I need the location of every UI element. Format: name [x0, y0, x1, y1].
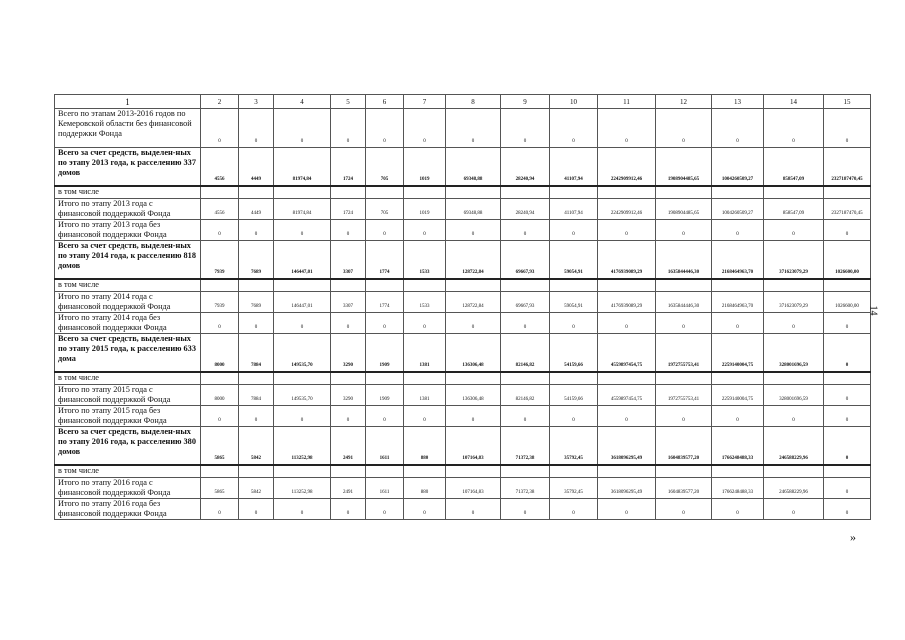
- table-cell: 28240,94: [501, 199, 550, 220]
- table-cell: 41107,94: [550, 199, 598, 220]
- table-cell: 0: [404, 220, 446, 241]
- table-cell: [366, 372, 404, 385]
- table-cell: 0: [764, 499, 824, 520]
- table-cell: 8000: [201, 385, 239, 406]
- table-cell: 59054,91: [550, 292, 598, 313]
- table-cell: [501, 465, 550, 478]
- table-cell: 35792,45: [550, 478, 598, 499]
- total-row: [55, 148, 871, 186]
- table-cell: 0: [274, 499, 331, 520]
- table-cell: 1972755753,41: [656, 334, 712, 372]
- table-cell: [446, 186, 501, 199]
- table-cell: 0: [598, 109, 656, 148]
- column-header: 6: [366, 95, 404, 109]
- table-cell: 0: [550, 499, 598, 520]
- table-cell: 0: [201, 406, 239, 427]
- row-label: в том числе: [55, 465, 201, 478]
- table-cell: 0: [404, 313, 446, 334]
- table-cell: [598, 279, 656, 292]
- table-cell: [274, 372, 331, 385]
- table-cell: [239, 279, 274, 292]
- table-cell: 1533: [404, 241, 446, 279]
- table-cell: [274, 465, 331, 478]
- table-cell: 2327187470,45: [824, 199, 871, 220]
- table-cell: 4176939089,29: [598, 292, 656, 313]
- table-cell: [239, 465, 274, 478]
- table-cell: 0: [274, 220, 331, 241]
- column-header: 1: [55, 95, 201, 109]
- table-cell: 0: [446, 406, 501, 427]
- total-row: [55, 427, 871, 465]
- table-cell: [656, 465, 712, 478]
- table-cell: 2491: [331, 427, 366, 465]
- table-cell: [331, 186, 366, 199]
- table-cell: 246588229,96: [764, 478, 824, 499]
- table-cell: 128722,84: [446, 292, 501, 313]
- table-cell: 7689: [239, 292, 274, 313]
- table-cell: [824, 372, 871, 385]
- table-cell: [404, 279, 446, 292]
- table-cell: [501, 372, 550, 385]
- table-cell: 0: [550, 220, 598, 241]
- table-cell: 71372,38: [501, 427, 550, 465]
- table-cell: [550, 186, 598, 199]
- table-cell: 81974,84: [274, 199, 331, 220]
- table-cell: 858547,09: [764, 199, 824, 220]
- table-cell: [274, 186, 331, 199]
- table-cell: 149535,70: [274, 385, 331, 406]
- row-label: Итого по этапу 2016 года без финансовой поддержки Фонда: [55, 499, 201, 520]
- table-cell: 0: [501, 220, 550, 241]
- table-cell: [366, 465, 404, 478]
- column-header: 4: [274, 95, 331, 109]
- table-cell: [824, 186, 871, 199]
- table-cell: 0: [239, 109, 274, 148]
- table-cell: [239, 372, 274, 385]
- table-cell: 4556: [201, 148, 239, 186]
- table-cell: [598, 186, 656, 199]
- table-cell: 0: [501, 499, 550, 520]
- table-cell: [550, 465, 598, 478]
- table-cell: 0: [824, 385, 871, 406]
- column-header: 12: [656, 95, 712, 109]
- total-row: [55, 334, 871, 372]
- table-cell: 0: [598, 499, 656, 520]
- table-cell: 1972755753,41: [656, 385, 712, 406]
- table-cell: 2168464963,70: [712, 241, 764, 279]
- table-cell: 8000: [201, 334, 239, 372]
- table-cell: 1019: [404, 199, 446, 220]
- table-row: [55, 279, 871, 292]
- table-cell: 858547,09: [764, 148, 824, 186]
- table-cell: 35792,45: [550, 427, 598, 465]
- table-cell: 0: [331, 109, 366, 148]
- table-cell: 0: [366, 109, 404, 148]
- row-label: Всего за счет средств, выделен-ных по этапу 2013 года, к расселению 337 домов: [55, 148, 201, 186]
- table-cell: 0: [598, 313, 656, 334]
- column-header: 11: [598, 95, 656, 109]
- table-cell: 0: [446, 109, 501, 148]
- table-cell: 1635844446,30: [656, 241, 712, 279]
- row-label: в том числе: [55, 279, 201, 292]
- table-cell: 0: [201, 313, 239, 334]
- table-cell: 7939: [201, 292, 239, 313]
- closing-quote: »: [850, 530, 856, 544]
- table-cell: 1724: [331, 148, 366, 186]
- table-cell: 0: [712, 109, 764, 148]
- table-cell: [656, 186, 712, 199]
- table-cell: 0: [239, 313, 274, 334]
- table-row: [55, 199, 871, 220]
- table-cell: 0: [366, 220, 404, 241]
- table-cell: 1381: [404, 385, 446, 406]
- table-cell: 0: [404, 109, 446, 148]
- column-header: 5: [331, 95, 366, 109]
- table-cell: 1908904485,65: [656, 199, 712, 220]
- table-cell: [824, 279, 871, 292]
- table-cell: [201, 372, 239, 385]
- table-cell: 0: [404, 406, 446, 427]
- table-cell: 0: [824, 499, 871, 520]
- table-cell: 0: [712, 406, 764, 427]
- table-cell: 0: [274, 406, 331, 427]
- table-row: [55, 186, 871, 199]
- table-cell: [404, 186, 446, 199]
- table-cell: 0: [501, 109, 550, 148]
- table-cell: 1611: [366, 478, 404, 499]
- table-cell: [331, 372, 366, 385]
- row-label: Всего за счет средств, выделен-ных по этапу 2015 года, к расселению 633 дома: [55, 334, 201, 372]
- table-cell: 0: [656, 499, 712, 520]
- table-cell: 1774: [366, 292, 404, 313]
- table-cell: 3290: [331, 385, 366, 406]
- table-cell: 0: [274, 109, 331, 148]
- table-cell: 4559897454,75: [598, 385, 656, 406]
- table-cell: 81974,84: [274, 148, 331, 186]
- table-cell: 82146,82: [501, 385, 550, 406]
- column-header: 14: [764, 95, 824, 109]
- table-cell: 1635844446,30: [656, 292, 712, 313]
- table-row: [55, 109, 871, 148]
- table-cell: [501, 186, 550, 199]
- table-cell: 2327187470,45: [824, 148, 871, 186]
- row-label: Итого по этапу 2016 года с финансовой поддержкой Фонда: [55, 478, 201, 499]
- row-label: в том числе: [55, 372, 201, 385]
- table-cell: 4559897454,75: [598, 334, 656, 372]
- column-header: 15: [824, 95, 871, 109]
- table-cell: [239, 186, 274, 199]
- table-cell: 7939: [201, 241, 239, 279]
- table-cell: 0: [764, 406, 824, 427]
- table-cell: 246588229,96: [764, 427, 824, 465]
- column-header: 9: [501, 95, 550, 109]
- table-cell: 328001696,59: [764, 334, 824, 372]
- row-label: Итого по этапу 2013 года с финансовой поддержкой Фонда: [55, 199, 201, 220]
- row-label: Всего за счет средств, выделен-ных по этапу 2016 года, к расселению 380 домов: [55, 427, 201, 465]
- table-cell: 107164,83: [446, 427, 501, 465]
- table-cell: 69348,88: [446, 199, 501, 220]
- table-cell: 3307: [331, 292, 366, 313]
- table-cell: [331, 279, 366, 292]
- table-cell: [712, 372, 764, 385]
- table-cell: 59054,91: [550, 241, 598, 279]
- table-cell: 328001696,59: [764, 385, 824, 406]
- table-cell: 4449: [239, 199, 274, 220]
- table-cell: 0: [446, 313, 501, 334]
- table-cell: [201, 465, 239, 478]
- column-header: 3: [239, 95, 274, 109]
- table-cell: 0: [824, 478, 871, 499]
- table-cell: 0: [501, 313, 550, 334]
- table-cell: [764, 279, 824, 292]
- table-cell: [404, 465, 446, 478]
- row-label: Итого по этапу 2013 года без финансовой поддержки Фонда: [55, 220, 201, 241]
- table-cell: [712, 465, 764, 478]
- table-cell: 0: [598, 406, 656, 427]
- table-cell: 1004260509,27: [712, 148, 764, 186]
- table-cell: 3307: [331, 241, 366, 279]
- table-cell: 1909: [366, 385, 404, 406]
- table-cell: 1774: [366, 241, 404, 279]
- table-row: [55, 220, 871, 241]
- table-row: [55, 465, 871, 478]
- table-cell: [331, 465, 366, 478]
- table-cell: 1381: [404, 334, 446, 372]
- total-row: [55, 241, 871, 279]
- table-cell: 113252,98: [274, 478, 331, 499]
- column-header: 10: [550, 95, 598, 109]
- table-cell: 880: [404, 427, 446, 465]
- table-cell: 0: [331, 220, 366, 241]
- table-cell: 0: [274, 313, 331, 334]
- table-cell: [824, 465, 871, 478]
- table-cell: 3290: [331, 334, 366, 372]
- row-label: в том числе: [55, 186, 201, 199]
- table-cell: 0: [404, 499, 446, 520]
- table-cell: 54159,66: [550, 334, 598, 372]
- row-label: Итого по этапу 2015 года без финансовой поддержки Фонда: [55, 406, 201, 427]
- table-cell: 0: [239, 406, 274, 427]
- table-cell: 5865: [201, 478, 239, 499]
- table-cell: 0: [201, 109, 239, 148]
- table-cell: 371623079,29: [764, 292, 824, 313]
- table-cell: [598, 372, 656, 385]
- table-cell: 0: [366, 313, 404, 334]
- table-cell: 1004260509,27: [712, 199, 764, 220]
- table-cell: 0: [331, 406, 366, 427]
- table-cell: 0: [764, 220, 824, 241]
- table-cell: 5842: [239, 478, 274, 499]
- table-cell: 1604839577,20: [656, 427, 712, 465]
- table-cell: 2259140004,75: [712, 385, 764, 406]
- table-cell: 54159,66: [550, 385, 598, 406]
- table-cell: [656, 279, 712, 292]
- table-cell: 4556: [201, 199, 239, 220]
- table-cell: 705: [366, 199, 404, 220]
- column-header: 13: [712, 95, 764, 109]
- table-cell: 0: [201, 220, 239, 241]
- table-cell: 0: [764, 313, 824, 334]
- table-cell: 69667,93: [501, 292, 550, 313]
- table-cell: 0: [201, 499, 239, 520]
- table-cell: 7884: [239, 385, 274, 406]
- column-header: 8: [446, 95, 501, 109]
- table-cell: 3618096295,49: [598, 427, 656, 465]
- table-cell: [764, 372, 824, 385]
- table-cell: [446, 279, 501, 292]
- row-label: Итого по этапу 2015 года с финансовой поддержкой Фонда: [55, 385, 201, 406]
- table-cell: 0: [550, 109, 598, 148]
- table-cell: 1766248488,33: [712, 427, 764, 465]
- table-cell: [764, 186, 824, 199]
- table-cell: 128722,84: [446, 241, 501, 279]
- table-cell: 0: [656, 313, 712, 334]
- table-cell: 0: [446, 499, 501, 520]
- table-cell: [446, 372, 501, 385]
- table-cell: 1766248488,33: [712, 478, 764, 499]
- table-cell: 69667,93: [501, 241, 550, 279]
- table-cell: [550, 372, 598, 385]
- table-cell: [656, 372, 712, 385]
- table-cell: [404, 372, 446, 385]
- table-cell: 1909: [366, 334, 404, 372]
- table-cell: 705: [366, 148, 404, 186]
- table-cell: 2259140004,75: [712, 334, 764, 372]
- table-cell: 0: [501, 406, 550, 427]
- data-table: [54, 94, 871, 520]
- header-row: [55, 95, 871, 109]
- table-cell: 0: [239, 220, 274, 241]
- table-cell: 0: [656, 406, 712, 427]
- table-cell: 7689: [239, 241, 274, 279]
- row-label: Всего по этапам 2013-2016 годов по Кемеровской области без финансовой поддержки Фонда: [55, 109, 201, 148]
- table-cell: [201, 279, 239, 292]
- table-row: [55, 372, 871, 385]
- table-cell: 1026600,00: [824, 292, 871, 313]
- table-row: [55, 499, 871, 520]
- row-label: Всего за счет средств, выделен-ных по этапу 2014 года, к расселению 818 домов: [55, 241, 201, 279]
- table-cell: 0: [550, 313, 598, 334]
- table-cell: 0: [446, 220, 501, 241]
- table-cell: [598, 465, 656, 478]
- table-cell: 0: [598, 220, 656, 241]
- table-cell: 0: [824, 220, 871, 241]
- table-cell: 0: [712, 499, 764, 520]
- table-cell: [550, 279, 598, 292]
- table-cell: [274, 279, 331, 292]
- table-cell: 149535,70: [274, 334, 331, 372]
- table-cell: [366, 279, 404, 292]
- table-cell: 1604839577,20: [656, 478, 712, 499]
- table-cell: 2168464963,70: [712, 292, 764, 313]
- table-cell: 0: [366, 406, 404, 427]
- table-cell: 1533: [404, 292, 446, 313]
- table-cell: [366, 186, 404, 199]
- table-cell: 4176939089,29: [598, 241, 656, 279]
- table-cell: 0: [239, 499, 274, 520]
- table-cell: 3618096295,49: [598, 478, 656, 499]
- table-cell: 146447,01: [274, 292, 331, 313]
- column-header: 2: [201, 95, 239, 109]
- table-cell: 0: [824, 334, 871, 372]
- table-cell: 0: [712, 220, 764, 241]
- table-cell: 7884: [239, 334, 274, 372]
- table-cell: 1908904485,65: [656, 148, 712, 186]
- row-label: Итого по этапу 2014 года с финансовой поддержкой Фонда: [55, 292, 201, 313]
- table-cell: 0: [824, 109, 871, 148]
- table-cell: 0: [764, 109, 824, 148]
- table-cell: [712, 279, 764, 292]
- column-header: 7: [404, 95, 446, 109]
- table-cell: 5865: [201, 427, 239, 465]
- table-cell: 0: [824, 427, 871, 465]
- table-cell: 1026600,00: [824, 241, 871, 279]
- table-cell: 136306,48: [446, 334, 501, 372]
- table-cell: 0: [550, 406, 598, 427]
- table-cell: [501, 279, 550, 292]
- table-cell: 0: [824, 406, 871, 427]
- table-cell: 2242909912,46: [598, 148, 656, 186]
- page-number: 14: [867, 305, 879, 316]
- table-row: [55, 406, 871, 427]
- table-cell: 113252,98: [274, 427, 331, 465]
- table-cell: 371623079,29: [764, 241, 824, 279]
- table-cell: 2242909912,46: [598, 199, 656, 220]
- table-cell: [712, 186, 764, 199]
- table-cell: 0: [331, 313, 366, 334]
- table-cell: 0: [824, 313, 871, 334]
- table-cell: 107164,83: [446, 478, 501, 499]
- table-cell: 0: [712, 313, 764, 334]
- table-cell: 880: [404, 478, 446, 499]
- table-cell: 4449: [239, 148, 274, 186]
- table-cell: [446, 465, 501, 478]
- table-cell: 1724: [331, 199, 366, 220]
- table-cell: 0: [331, 499, 366, 520]
- table-cell: 146447,01: [274, 241, 331, 279]
- table-cell: 1611: [366, 427, 404, 465]
- table-cell: 0: [366, 499, 404, 520]
- table-row: [55, 292, 871, 313]
- table-cell: 136306,48: [446, 385, 501, 406]
- table-cell: 69348,88: [446, 148, 501, 186]
- table-cell: 28240,94: [501, 148, 550, 186]
- table-cell: 41107,94: [550, 148, 598, 186]
- table-row: [55, 478, 871, 499]
- table-cell: 71372,38: [501, 478, 550, 499]
- row-label: Итого по этапу 2014 года без финансовой поддержки Фонда: [55, 313, 201, 334]
- table-row: [55, 385, 871, 406]
- table-cell: 5842: [239, 427, 274, 465]
- table-cell: 1019: [404, 148, 446, 186]
- table-cell: [201, 186, 239, 199]
- table-row: [55, 313, 871, 334]
- table-cell: 82146,82: [501, 334, 550, 372]
- table-cell: 0: [656, 109, 712, 148]
- table-cell: [764, 465, 824, 478]
- table-cell: 2491: [331, 478, 366, 499]
- table-cell: 0: [656, 220, 712, 241]
